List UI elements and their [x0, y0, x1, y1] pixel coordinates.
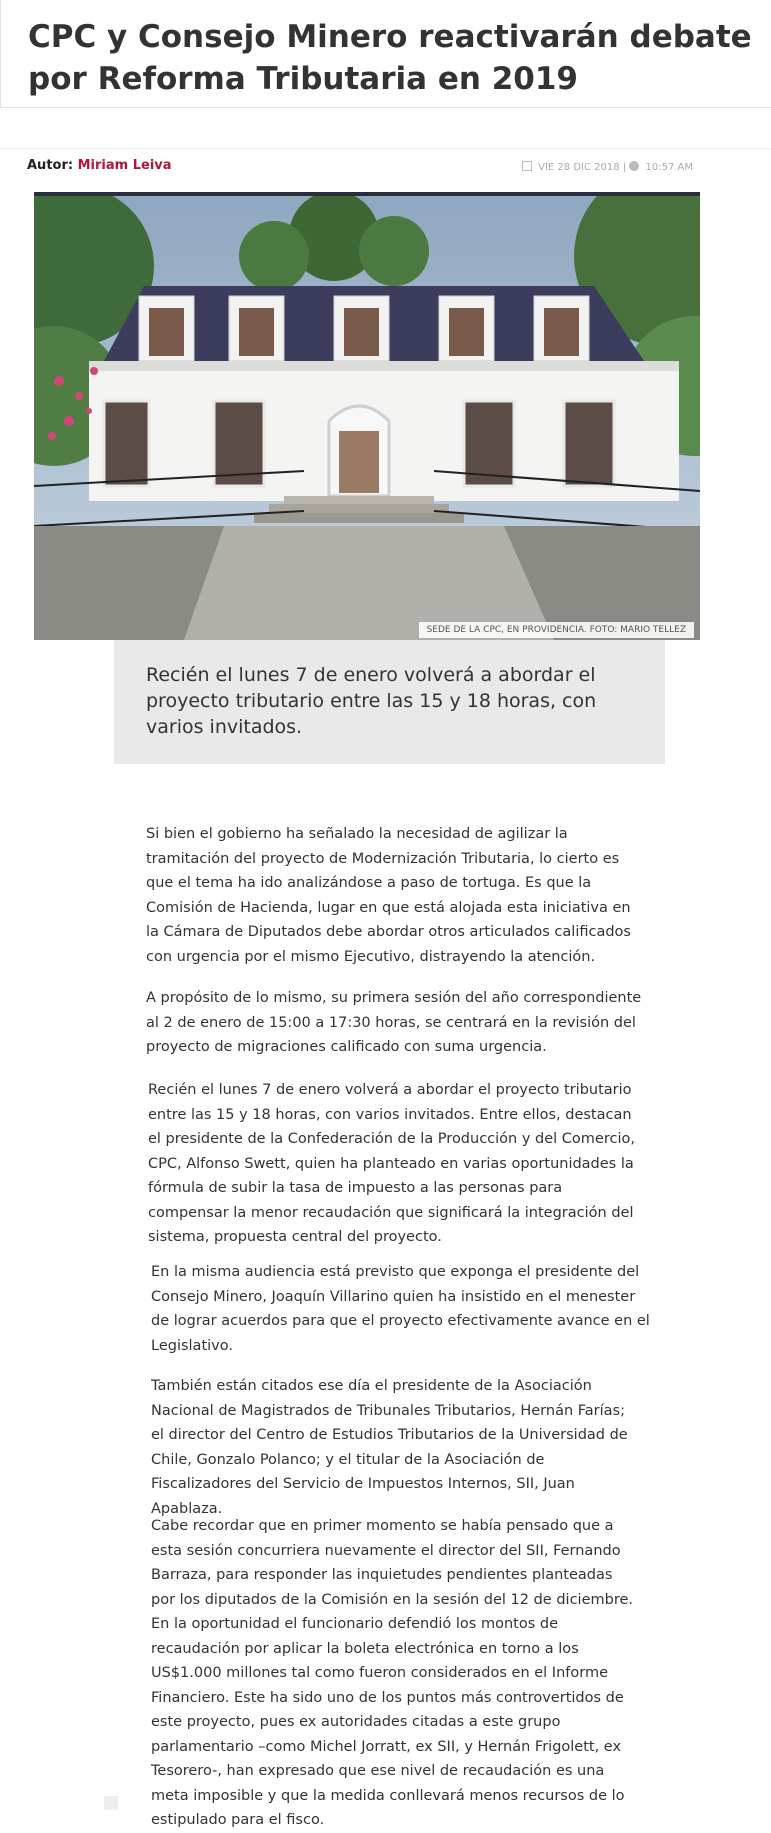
article-photo — [34, 192, 700, 640]
photo-caption: SEDE DE LA CPC, EN PROVIDENCIA. FOTO: MARIO TELLEZ — [419, 622, 694, 638]
publish-time: 10:57 AM — [645, 162, 693, 173]
author-name-link[interactable]: Miriam Leiva — [77, 158, 172, 173]
decorative-mark — [104, 1796, 118, 1810]
building-illustration — [34, 196, 700, 640]
title-area — [0, 0, 771, 108]
calendar-icon — [522, 161, 532, 171]
body-paragraph: A propósito de lo mismo, su primera sesión del año correspondiente al 2 de enero de 15:00 a 17:30 horas, se centrará en la revisión del proyecto de migraciones calificado con suma urgencia. — [146, 990, 642, 1055]
clock-icon — [629, 161, 639, 171]
article-title: CPC y Consejo Minero reactivarán debate por Reforma Tributaria en 2019 — [28, 19, 752, 97]
body-paragraph: Recién el lunes 7 de enero volverá a abordar el proyecto tributario entre las 15 y 18 horas, con varios invitados. Entre ellos, destacan el presidente de la Confederación de la Producción y del Comercio, CPC, Alfonso Swett, quien ha planteado en varias oportunidades la fórmula de subir la tasa de impuesto a las personas para compensar la menor recaudación que significará la integración del sistema, propuesta central del proyecto. — [148, 1082, 635, 1245]
lead-summary: Recién el lunes 7 de enero volverá a abordar el proyecto tributario entre las 15 y 18 horas, con varios invitados. — [114, 640, 665, 764]
body-paragraph: En la misma audiencia está previsto que exponga el presidente del Consejo Minero, Joaquín Villarino quien ha insistido en el menester de lograr acuerdos para que el proyecto efectivamente avance en el Legislativo. — [151, 1264, 650, 1354]
meta-separator: | — [622, 162, 627, 173]
body-paragraph: Si bien el gobierno ha señalado la necesidad de agilizar la tramitación del proyecto de Modernización Tributaria, lo cierto es que el tema ha ido analizándose a paso de tortuga. Es que la Comisión de Hacienda, lugar en que está alojada esta iniciativa en la Cámara de Diputados debe abordar otros articulados calificados con urgencia por el mismo Ejecutivo, distrayendo la atención. — [146, 826, 631, 965]
author-label: Autor: — [27, 158, 74, 173]
author-line — [27, 158, 172, 173]
body-paragraph: También están citados ese día el presidente de la Asociación Nacional de Magistrados de Tribunales Tributarios, Hernán Farías; el director del Centro de Estudios Tributarios de la Universidad de Chile, Gonzalo Polanco; y el titular de la Asociación de Fiscalizadores del Servicio de Impuestos Internos, SII, Juan Apablaza. — [151, 1378, 628, 1517]
article-meta — [522, 161, 693, 173]
divider — [0, 148, 771, 149]
body-paragraph: Cabe recordar que en primer momento se había pensado que a esta sesión concurriera nuevamente el director del SII, Fernando Barraza, para responder las inquietudes pendientes planteadas por los diputados de la Comisión en la sesión del 12 de diciembre. En la oportunidad el funcionario defendió los montos de recaudación por aplicar la boleta electrónica en torno a los US$1.000 millones tal como fueron considerados en el Informe Financiero. Este ha sido uno de los puntos más controvertidos de este proyecto, pues ex autoridades citadas a este grupo parlamentario –como Michel Jorratt, ex SII, y Hernán Frigolett, ex Tesorero-, han expresado que ese nivel de recaudación es una meta imposible y que la medida conllevará menos recursos de lo estipulado para el fisco. — [151, 1518, 633, 1828]
publish-date: VIE 28 DIC 2018 — [538, 162, 620, 173]
